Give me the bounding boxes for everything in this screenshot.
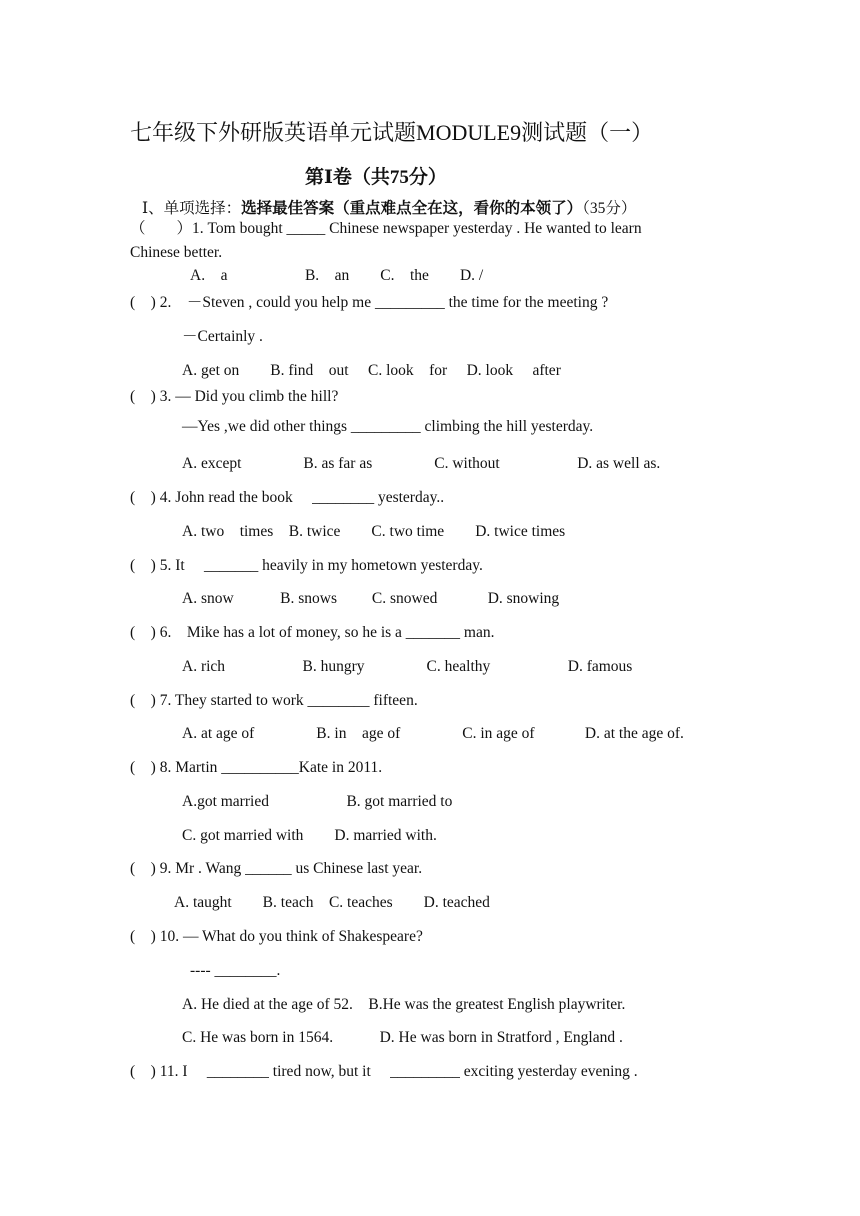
section-heading [142,196,636,218]
question-10-options-1: A. He died at the age of 52. B.He was the greatest English playwriter. [182,996,626,1013]
question-6-stem: ( ) 6. Mike has a lot of money, so he is a _______ man. [130,624,495,641]
question-2-stem: ( ) 2. －Steven , could you help me _________ the time for the meeting ? [130,294,609,311]
question-3-stem: ( ) 3. — Did you climb the hill? [130,388,339,405]
question-1-line-2: Chinese better. [130,244,223,261]
question-10-stem: ( ) 10. — What do you think of Shakespeare? [130,928,423,945]
section-volume-title: 第Ⅰ卷（共75分） [305,167,447,188]
question-2-reply: －Certainly . [182,328,263,345]
question-6-options: A. rich B. hungry C. healthy D. famous [182,658,633,675]
question-11-stem: ( ) 11. I ________ tired now, but it _________ exciting yesterday evening . [130,1063,638,1080]
question-1-line-1: （ ）1. Tom bought _____ Chinese newspaper yesterday . He wanted to learn [130,220,642,237]
question-10-reply: ---- ________. [190,962,281,979]
question-7-stem: ( ) 7. They started to work ________ fifteen. [130,692,418,709]
question-8-options-2: C. got married with D. married with. [182,827,437,844]
question-1-options: A. a B. an C. the D. / [190,267,484,284]
question-5-stem: ( ) 5. It _______ heavily in my hometown yesterday. [130,557,483,574]
question-8-stem: ( ) 8. Martin __________Kate in 2011. [130,759,383,776]
page-title: 七年级下外研版英语单元试题MODULE9测试题（一） [130,120,654,145]
question-9-stem: ( ) 9. Mr . Wang ______ us Chinese last year. [130,860,423,877]
section-prefix: Ⅰ、单项选择： [142,200,242,217]
question-5-options: A. snow B. snows C. snowed D. snowing [182,590,560,607]
section-instruction: 选择最佳答案（重点难点全在这，看你的本领了） [241,200,583,217]
question-9-options: A. taught B. teach C. teaches D. teached [174,894,490,911]
question-7-options: A. at age of B. in age of C. in age of D. at the age of. [182,725,684,742]
section-score: （35分） [582,200,637,217]
question-8-options-1: A.got married B. got married to [182,793,453,810]
question-10-options-2: C. He was born in 1564. D. He was born in Stratford , England . [182,1029,623,1046]
question-3-options: A. except B. as far as C. without D. as well as. [182,455,661,472]
question-4-stem: ( ) 4. John read the book ________ yesterday.. [130,489,445,506]
question-3-reply: —Yes ,we did other things _________ climbing the hill yesterday. [182,418,594,435]
question-2-options: A. get on B. find out C. look for D. look after [182,362,561,379]
question-4-options: A. two times B. twice C. two time D. twice times [182,523,566,540]
